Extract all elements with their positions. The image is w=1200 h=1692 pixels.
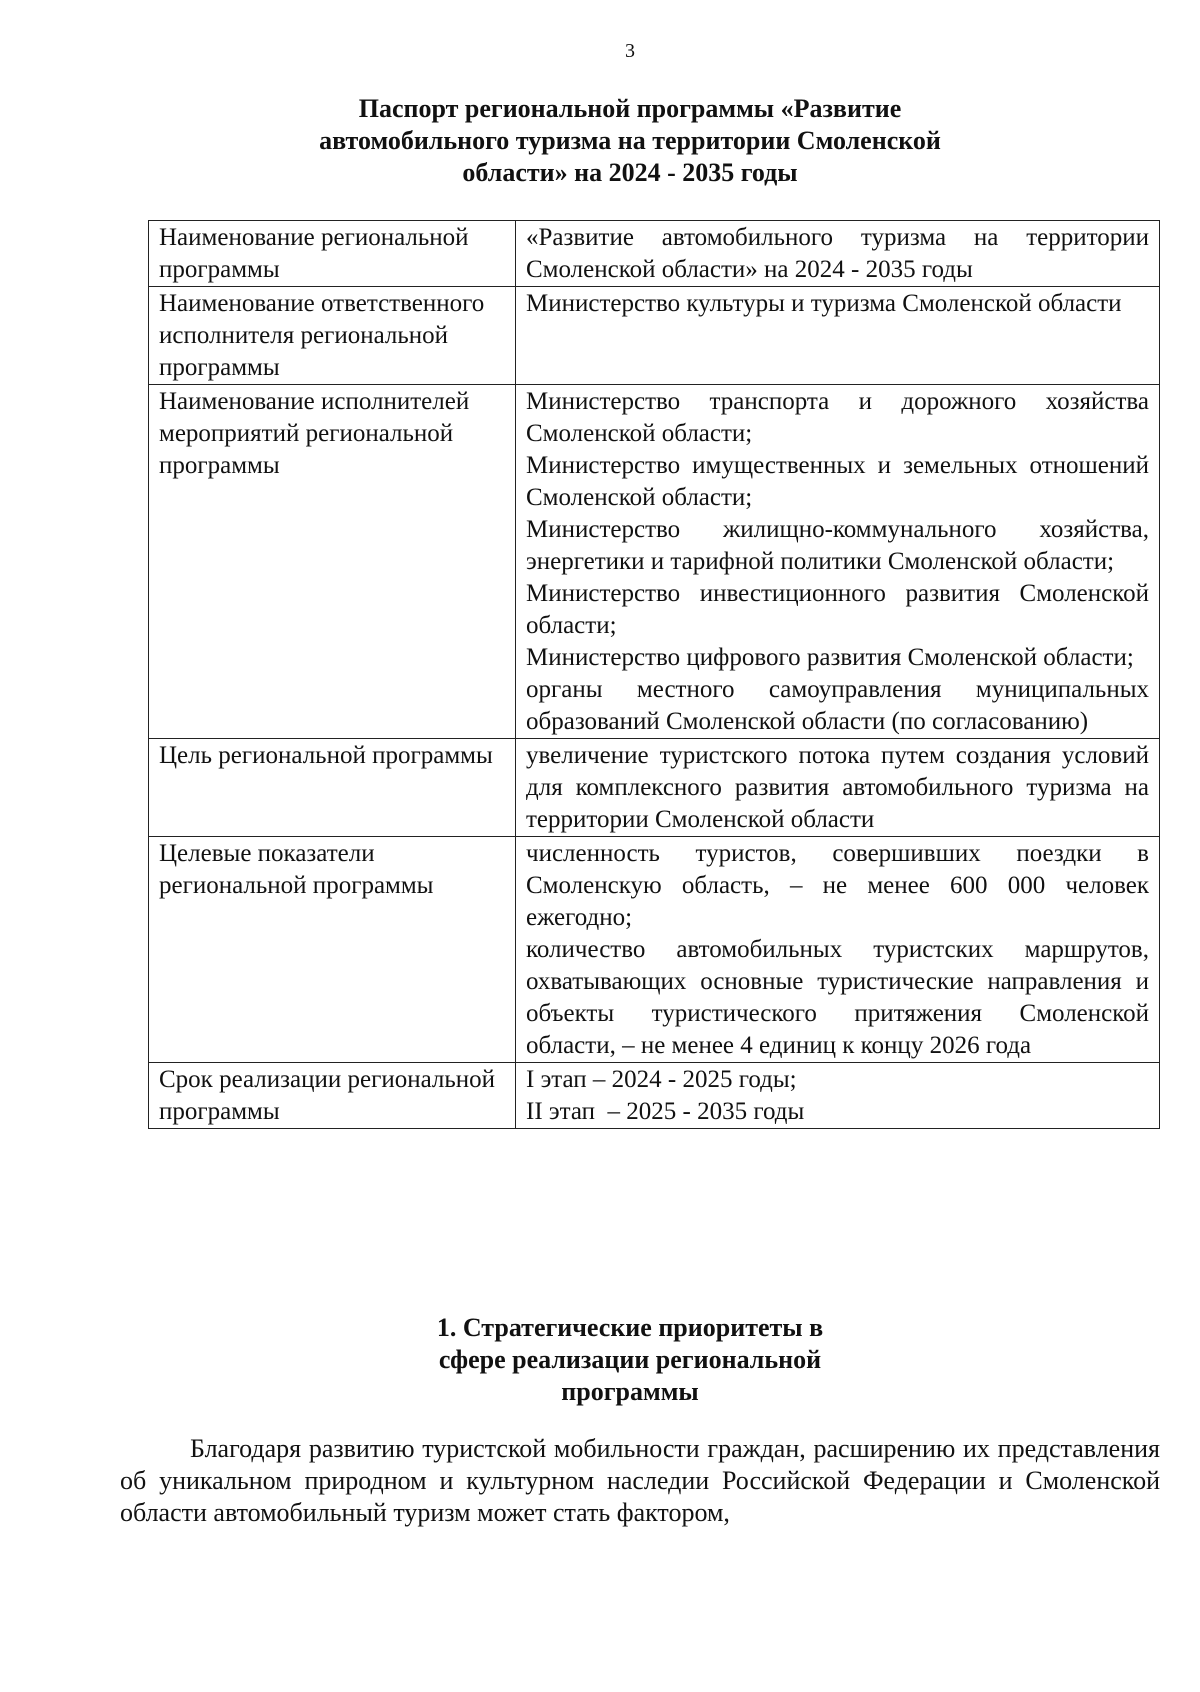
document-title-line: области» на 2024 - 2035 годы bbox=[462, 158, 798, 187]
table-row bbox=[149, 385, 1160, 739]
table-row bbox=[149, 837, 1160, 1063]
value-paragraph: Министерство цифрового развития Смоленской области; bbox=[526, 644, 1134, 671]
value-paragraph: Министерство жилищно-коммунального хозяйства, энергетики и тарифной политики Смоленской области; bbox=[526, 516, 1149, 575]
row-value bbox=[516, 287, 1160, 385]
row-label: Цель региональной программы bbox=[149, 739, 516, 837]
value-paragraph: органы местного самоуправления муниципальных образований Смоленской области (по согласованию) bbox=[526, 676, 1149, 735]
value-paragraph: количество автомобильных туристских маршрутов, охватывающих основные туристические направления и объекты туристического притяжения Смоленской области, – не менее 4 единиц к концу 2026 года bbox=[526, 936, 1149, 1059]
section-heading bbox=[330, 1312, 930, 1408]
table-row bbox=[149, 221, 1160, 287]
table-row bbox=[149, 287, 1160, 385]
document-title-line: автомобильного туризма на территории Смоленской bbox=[319, 126, 941, 155]
row-value bbox=[516, 837, 1160, 1063]
passport-table bbox=[148, 220, 1160, 1129]
row-label: Наименование исполнителей мероприятий региональной программы bbox=[149, 385, 516, 739]
table-row bbox=[149, 739, 1160, 837]
row-value bbox=[516, 1063, 1160, 1129]
section-heading-line: 1. Стратегические приоритеты в bbox=[436, 1313, 824, 1342]
value-paragraph: численность туристов, совершивших поездки в Смоленскую область, – не менее 600 000 человек ежегодно; bbox=[526, 840, 1149, 931]
value-paragraph: «Развитие автомобильного туризма на территории Смоленской области» на 2024 - 2035 годы bbox=[526, 224, 1149, 283]
row-label: Наименование ответственного исполнителя региональной программы bbox=[149, 287, 516, 385]
value-paragraph: увеличение туристского потока путем создания условий для комплексного развития автомобильного туризма на территории Смоленской области bbox=[526, 742, 1149, 833]
document-title-line: Паспорт региональной программы «Развитие bbox=[358, 94, 902, 123]
row-label: Срок реализации региональной программы bbox=[149, 1063, 516, 1129]
table-row bbox=[149, 1063, 1160, 1129]
document-title bbox=[260, 93, 1000, 189]
page-number: 3 bbox=[625, 40, 635, 62]
row-value bbox=[516, 385, 1160, 739]
row-label: Наименование региональной программы bbox=[149, 221, 516, 287]
value-paragraph: Министерство инвестиционного развития Смоленской области; bbox=[526, 580, 1149, 639]
row-value bbox=[516, 221, 1160, 287]
value-paragraph: II этап – 2025 - 2035 годы bbox=[526, 1098, 805, 1125]
value-paragraph: Министерство имущественных и земельных отношений Смоленской области; bbox=[526, 452, 1149, 511]
row-label: Целевые показатели региональной программы bbox=[149, 837, 516, 1063]
section-heading-line: сфере реализации региональной bbox=[438, 1345, 822, 1374]
row-value bbox=[516, 739, 1160, 837]
value-paragraph: I этап – 2024 - 2025 годы; bbox=[526, 1066, 797, 1093]
section-heading-line: программы bbox=[561, 1377, 699, 1406]
value-paragraph: Министерство культуры и туризма Смоленской области bbox=[526, 290, 1122, 317]
value-paragraph: Министерство транспорта и дорожного хозяйства Смоленской области; bbox=[526, 388, 1149, 447]
body-paragraph: Благодаря развитию туристской мобильности граждан, расширению их представления об уникальном природном и культурном наследии Российской Федерации и Смоленской области автомобильный туризм может стать фактором, bbox=[120, 1434, 1160, 1527]
